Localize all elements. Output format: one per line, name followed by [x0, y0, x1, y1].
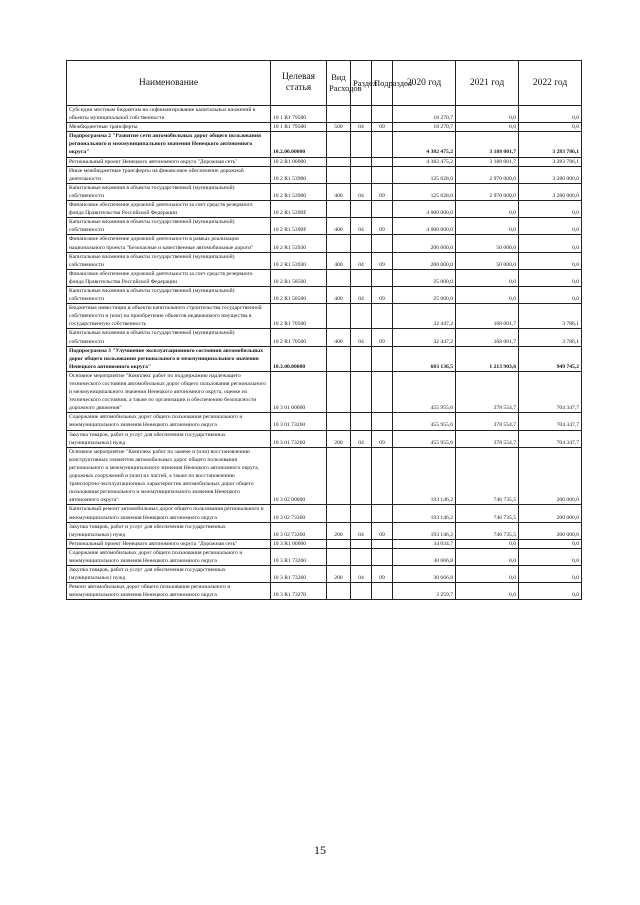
table-row	[67, 157, 582, 166]
expense-type: 400	[327, 329, 351, 346]
row-name: Ремонт автомобильных дорог общего пользования регионального и межмуниципального значения Ненецкого автономного округа	[67, 583, 271, 600]
amount-2021: 3 188 001,7	[456, 157, 519, 166]
section	[351, 539, 372, 548]
amount-2020: 4 000 000,0	[393, 201, 456, 218]
section	[351, 201, 372, 218]
section: 04	[351, 123, 372, 132]
section: 04	[351, 566, 372, 583]
amount-2022: 0,0	[519, 269, 582, 286]
header-name: Наименование	[67, 61, 271, 106]
target-article: 10 2 R1 58560	[271, 286, 327, 303]
table-row	[67, 548, 582, 565]
section	[351, 505, 372, 522]
table-row	[67, 201, 582, 218]
table-body	[67, 106, 582, 600]
expense-type: 400	[327, 183, 351, 200]
subsection: 09	[372, 252, 393, 269]
amount-2020: 193 146,2	[393, 505, 456, 522]
amount-2021: 3 188 001,7	[456, 132, 519, 157]
amount-2020: 4 000 000,0	[393, 218, 456, 235]
row-name: Закупка товаров, работ и услуг для обеспечения государственных (муниципальных) нужд	[67, 522, 271, 539]
section: 04	[351, 252, 372, 269]
amount-2020: 3 259,7	[393, 583, 456, 600]
table-row	[67, 269, 582, 286]
table-row	[67, 106, 582, 123]
amount-2021: 2 970 000,0	[456, 183, 519, 200]
amount-2021: 50 000,0	[456, 235, 519, 252]
section	[351, 166, 372, 183]
row-name: Капитальные вложения в объекты государственной (муниципальной) собственности	[67, 329, 271, 346]
section	[351, 235, 372, 252]
subsection: 09	[372, 329, 393, 346]
expense-type	[327, 201, 351, 218]
table-row	[67, 522, 582, 539]
expense-type: 400	[327, 252, 351, 269]
amount-2022: 0,0	[519, 252, 582, 269]
amount-2021: 2 970 000,0	[456, 166, 519, 183]
table-row	[67, 304, 582, 329]
target-article: 10 1 R1 79500	[271, 123, 327, 132]
expense-type	[327, 447, 351, 505]
row-name: Закупка товаров, работ и услуг для обеспечения государственных (муниципальных) нужд	[67, 566, 271, 583]
amount-2021: 0,0	[456, 539, 519, 548]
amount-2022: 3 786,1	[519, 304, 582, 329]
amount-2020: 4 382 475,2	[393, 132, 456, 157]
header-subsection: Подраздел	[372, 61, 393, 106]
subsection	[372, 413, 393, 430]
row-name: Бюджетные инвестиции в объекты капитального строительства государственной собственности и (или) на приобретение объектов недвижимого имущества в государственную собственность	[67, 304, 271, 329]
subsection	[372, 106, 393, 123]
amount-2020: 455 955,6	[393, 430, 456, 447]
amount-2020: 32 447,2	[393, 329, 456, 346]
amount-2020: 200 000,0	[393, 235, 456, 252]
row-name: Финансовое обеспечение дорожной деятельности за счет средств резервного фонда Правительства Российской Федерации	[67, 269, 271, 286]
amount-2020: 125 028,0	[393, 166, 456, 183]
table-row	[67, 430, 582, 447]
page-number: 15	[314, 843, 326, 857]
row-name: Капитальные вложения в объекты государственной (муниципальной) собственности	[67, 183, 271, 200]
table-row	[67, 252, 582, 269]
target-article: 10 3 01 00000	[271, 371, 327, 412]
subsection	[372, 201, 393, 218]
table-row	[67, 329, 582, 346]
amount-2020: 455 955,6	[393, 371, 456, 412]
header-year-2021: 2021 год	[456, 61, 519, 106]
amount-2022: 704 347,7	[519, 413, 582, 430]
target-article: 10 1 R1 79500	[271, 106, 327, 123]
target-article: 10 2 R1 70500	[271, 304, 327, 329]
subsection	[372, 132, 393, 157]
amount-2021: 746 735,5	[456, 522, 519, 539]
expense-type	[327, 106, 351, 123]
subsection	[372, 304, 393, 329]
amount-2021: 1 213 903,6	[456, 346, 519, 371]
row-name: Капитальные вложения в объекты государственной (муниципальной) собственности	[67, 252, 271, 269]
amount-2020: 18 270,7	[393, 123, 456, 132]
target-article: 10 3 02 73360	[271, 505, 327, 522]
amount-2022: 0,0	[519, 218, 582, 235]
row-name: Основное мероприятие "Комплекс работ по замене и (или) восстановлению конструктивных элементов автомобильных дорог общего пользования регионального и межмуниципального значения Ненецкого автономного округа, дорожных сооружений и (или) их частей, а также по восстановлению транспортно-эксплуатационных характеристик автомобильных дорог общего пользования регионального и межмуниципального значения Ненецкого автономного округа"	[67, 447, 271, 505]
amount-2020: 30 666,8	[393, 566, 456, 583]
amount-2022: 704 347,7	[519, 371, 582, 412]
section: 04	[351, 522, 372, 539]
subsection	[372, 539, 393, 548]
amount-2022: 3 786,1	[519, 329, 582, 346]
target-article: 10 3 R1 00000	[271, 539, 327, 548]
subsection: 09	[372, 218, 393, 235]
expense-type	[327, 304, 351, 329]
amount-2021: 0,0	[456, 269, 519, 286]
amount-2021: 50 000,0	[456, 252, 519, 269]
table-row	[67, 166, 582, 183]
amount-2022: 0,0	[519, 583, 582, 600]
amount-2020: 683 136,5	[393, 346, 456, 371]
subsection	[372, 157, 393, 166]
amount-2022: 200 000,0	[519, 447, 582, 505]
row-name: Финансовое обеспечение дорожной деятельности в рамках реализации национального проекта "Безопасные и качественные автомобильные дороги"	[67, 235, 271, 252]
subsection: 09	[372, 123, 393, 132]
table-row	[67, 539, 582, 548]
expense-type	[327, 413, 351, 430]
amount-2022: 3 283 786,1	[519, 132, 582, 157]
amount-2022: 200 000,0	[519, 505, 582, 522]
target-article: 10 2 R1 58560	[271, 269, 327, 286]
expense-type	[327, 132, 351, 157]
amount-2022: 3 283 786,1	[519, 157, 582, 166]
target-article: 10.2.00.00000	[271, 132, 327, 157]
section	[351, 157, 372, 166]
row-name: Финансовое обеспечение дорожной деятельности за счет средств резервного фонда Правительства Российской Федерации	[67, 201, 271, 218]
expense-type: 500	[327, 123, 351, 132]
target-article: 10 3 01 73260	[271, 413, 327, 430]
amount-2022: 0,0	[519, 106, 582, 123]
section: 04	[351, 430, 372, 447]
header-year-2022: 2022 год	[519, 61, 582, 106]
target-article: 10 2 R1 53900	[271, 166, 327, 183]
subsection	[372, 548, 393, 565]
table-row	[67, 447, 582, 505]
section: 04	[351, 286, 372, 303]
amount-2021: 0,0	[456, 106, 519, 123]
target-article: 10 3 01 73260	[271, 430, 327, 447]
amount-2022: 704 347,7	[519, 430, 582, 447]
subsection	[372, 346, 393, 371]
expense-type: 200	[327, 566, 351, 583]
expense-type	[327, 269, 351, 286]
target-article: 10 2 R1 53900	[271, 183, 327, 200]
amount-2020: 193 146,2	[393, 522, 456, 539]
section	[351, 447, 372, 505]
expense-type	[327, 157, 351, 166]
target-article: 10 3 02 00000	[271, 447, 327, 505]
expense-type	[327, 539, 351, 548]
amount-2021: 746 735,5	[456, 447, 519, 505]
table-row	[67, 371, 582, 412]
amount-2021: 0,0	[456, 566, 519, 583]
amount-2022: 0,0	[519, 201, 582, 218]
section	[351, 304, 372, 329]
amount-2022: 0,0	[519, 539, 582, 548]
amount-2022: 0,0	[519, 235, 582, 252]
expense-type	[327, 166, 351, 183]
row-name: Подпрограмма 2 "Развитие сети автомобильных дорог общего пользования регионального и межмуниципального значения Ненецкого автономного округа"	[67, 132, 271, 157]
target-article: 10 3 R1 73260	[271, 548, 327, 565]
amount-2022: 0,0	[519, 123, 582, 132]
expense-type: 400	[327, 286, 351, 303]
amount-2021: 378 554,7	[456, 413, 519, 430]
section	[351, 583, 372, 600]
section	[351, 413, 372, 430]
subsection	[372, 583, 393, 600]
amount-2020: 30 666,8	[393, 548, 456, 565]
table-row	[67, 583, 582, 600]
subsection	[372, 269, 393, 286]
row-name: Капитальные вложения в объекты государственной (муниципальной) собственности	[67, 218, 271, 235]
header-target-article: Целевая статья	[271, 61, 327, 106]
table-row	[67, 566, 582, 583]
amount-2022: 949 745,2	[519, 346, 582, 371]
expense-type: 400	[327, 218, 351, 235]
table-row	[67, 183, 582, 200]
section	[351, 269, 372, 286]
row-name: Содержание автомобильных дорог общего пользования регионального и межмуниципального значения Ненецкого автономного округа	[67, 413, 271, 430]
target-article: 10 2 R1 5390F	[271, 218, 327, 235]
section	[351, 106, 372, 123]
section	[351, 132, 372, 157]
table-row	[67, 132, 582, 157]
section	[351, 346, 372, 371]
amount-2020: 18 270,7	[393, 106, 456, 123]
expense-type: 200	[327, 430, 351, 447]
amount-2022: 0,0	[519, 286, 582, 303]
subsection	[372, 447, 393, 505]
row-name: Основное мероприятие "Комплекс работ по поддержанию надлежащего технического состояния автомобильных дорог общего пользования регионального и межмуниципального значения Ненецкого автономного округа, оценке их технического состояния, а также по организации и обеспечению безопасности дорожного движения"	[67, 371, 271, 412]
table-row	[67, 505, 582, 522]
amount-2022: 3 280 000,0	[519, 166, 582, 183]
amount-2022: 0,0	[519, 566, 582, 583]
row-name: Иные межбюджетные трансферты на финансовое обеспечение дорожной деятельности	[67, 166, 271, 183]
section: 04	[351, 183, 372, 200]
expense-type	[327, 346, 351, 371]
amount-2020: 34 034,7	[393, 539, 456, 548]
subsection: 09	[372, 183, 393, 200]
amount-2021: 0,0	[456, 218, 519, 235]
amount-2020: 25 000,0	[393, 269, 456, 286]
header-year-2020: 2020 год	[393, 61, 456, 106]
expense-type	[327, 583, 351, 600]
header-expense-type: Вид Расходов	[327, 61, 351, 106]
amount-2021: 0,0	[456, 583, 519, 600]
amount-2021: 168 001,7	[456, 329, 519, 346]
amount-2020: 32 447,2	[393, 304, 456, 329]
amount-2021: 0,0	[456, 548, 519, 565]
amount-2020: 125 028,0	[393, 183, 456, 200]
subsection	[372, 371, 393, 412]
amount-2022: 0,0	[519, 548, 582, 565]
row-name: Капитальный ремонт автомобильных дорог общего пользования регионального и межмуниципального значения Ненецкого автономного округа	[67, 505, 271, 522]
expense-type	[327, 505, 351, 522]
amount-2021: 378 554,7	[456, 430, 519, 447]
section	[351, 371, 372, 412]
table-row	[67, 123, 582, 132]
budget-table	[66, 60, 582, 600]
target-article: 10 2 R1 70500	[271, 329, 327, 346]
table-row	[67, 286, 582, 303]
amount-2021: 0,0	[456, 286, 519, 303]
amount-2022: 3 280 000,0	[519, 183, 582, 200]
subsection: 09	[372, 566, 393, 583]
table-row	[67, 235, 582, 252]
subsection: 09	[372, 430, 393, 447]
row-name: Межбюджетные трансферты	[67, 123, 271, 132]
row-name: Региональный проект Ненецкого автономного округа "Дорожная сеть"	[67, 157, 271, 166]
amount-2021: 378 554,7	[456, 371, 519, 412]
amount-2020: 4 382 475,2	[393, 157, 456, 166]
amount-2021: 746 735,5	[456, 505, 519, 522]
target-article: 10 2 R1 00000	[271, 157, 327, 166]
target-article: 10 3 02 73360	[271, 522, 327, 539]
target-article: 10 2 R1 53930	[271, 235, 327, 252]
amount-2022: 200 000,0	[519, 522, 582, 539]
subsection: 09	[372, 286, 393, 303]
subsection	[372, 166, 393, 183]
section: 04	[351, 218, 372, 235]
table-row	[67, 218, 582, 235]
subsection: 09	[372, 522, 393, 539]
row-name: Содержание автомобильных дорог общего пользования регионального и межмуниципального значения Ненецкого автономного округа	[67, 548, 271, 565]
row-name: Региональный проект Ненецкого автономного округа "Дорожная сеть"	[67, 539, 271, 548]
row-name: Капитальные вложения в объекты государственной (муниципальной) собственности	[67, 286, 271, 303]
header-section: Раздел	[351, 61, 372, 106]
subsection	[372, 235, 393, 252]
target-article: 10 2 R1 5390F	[271, 201, 327, 218]
amount-2020: 200 000,0	[393, 252, 456, 269]
expense-type	[327, 548, 351, 565]
subsection	[372, 505, 393, 522]
table-header-row	[67, 61, 582, 106]
row-name: Субсидии местным бюджетам на софинансирование капитальных вложений в объекты муниципальной собственности	[67, 106, 271, 123]
expense-type: 200	[327, 522, 351, 539]
amount-2020: 455 955,6	[393, 413, 456, 430]
target-article: 10 2 R1 53930	[271, 252, 327, 269]
section	[351, 548, 372, 565]
target-article: 10.3.00.00000	[271, 346, 327, 371]
table-row	[67, 346, 582, 371]
section: 04	[351, 329, 372, 346]
amount-2020: 193 146,2	[393, 447, 456, 505]
amount-2021: 0,0	[456, 123, 519, 132]
table-row	[67, 413, 582, 430]
amount-2020: 25 000,0	[393, 286, 456, 303]
expense-type	[327, 371, 351, 412]
expense-type	[327, 235, 351, 252]
amount-2021: 168 001,7	[456, 304, 519, 329]
target-article: 10 3 R1 73260	[271, 566, 327, 583]
row-name: Подпрограмма 3 "Улучшение эксплуатационного состояния автомобильных дорог общего пользования регионального и межмуниципального значения Ненецкого автономного округа"	[67, 346, 271, 371]
target-article: 10 3 R1 73270	[271, 583, 327, 600]
amount-2021: 0,0	[456, 201, 519, 218]
row-name: Закупка товаров, работ и услуг для обеспечения государственных (муниципальных) нужд	[67, 430, 271, 447]
